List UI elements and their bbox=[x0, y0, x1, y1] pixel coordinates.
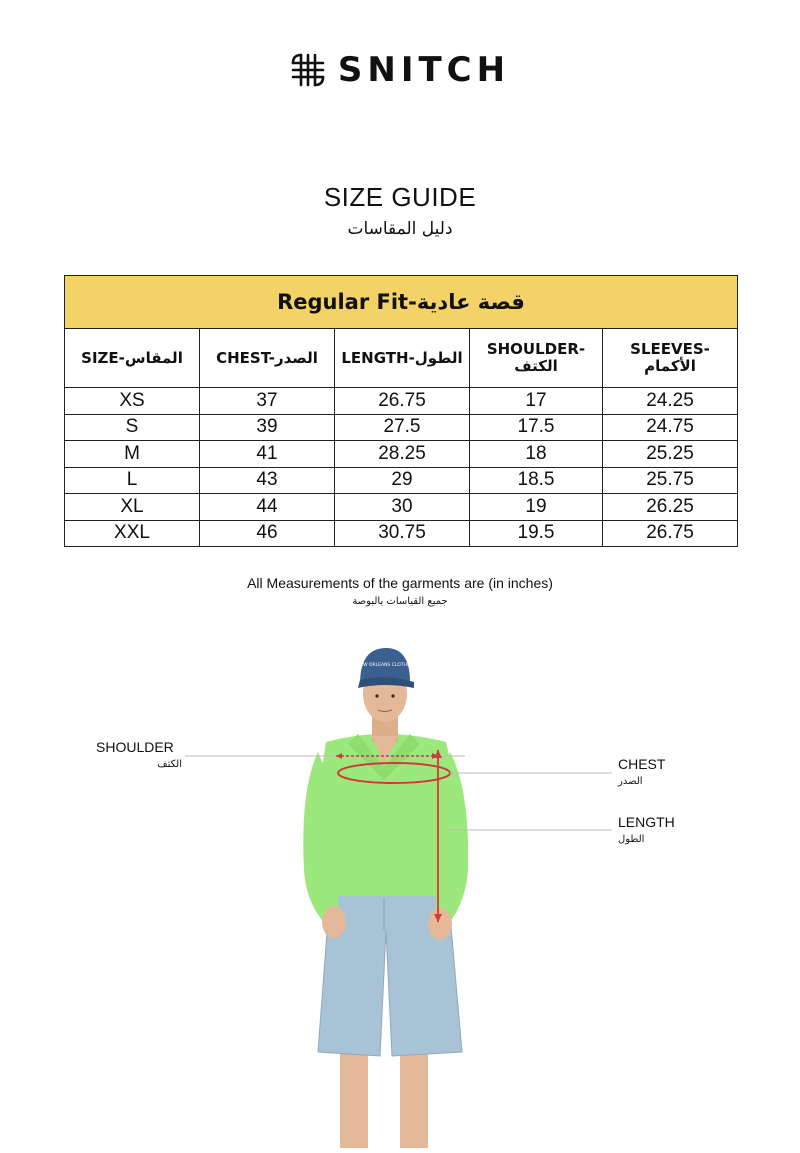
cell-size: S bbox=[65, 414, 200, 441]
model-figure bbox=[0, 630, 800, 1148]
length-label bbox=[618, 814, 675, 848]
header-shoulder bbox=[470, 329, 603, 388]
size-table bbox=[64, 275, 738, 547]
table-row bbox=[65, 441, 738, 468]
cell-shoulder: 17.5 bbox=[470, 414, 603, 441]
cell-shoulder: 18 bbox=[470, 441, 603, 468]
cap-text: NEW ORLEANS CLOTHING bbox=[356, 663, 416, 668]
cell-length: 30 bbox=[335, 494, 470, 521]
cell-size: L bbox=[65, 467, 200, 494]
hash-grid-icon bbox=[290, 52, 326, 88]
table-row bbox=[65, 414, 738, 441]
cell-sleeves: 24.25 bbox=[603, 388, 738, 415]
shoulder-label-arabic: الكتف bbox=[157, 759, 182, 770]
cell-sleeves: 25.75 bbox=[603, 467, 738, 494]
cell-size: XS bbox=[65, 388, 200, 415]
cell-chest: 37 bbox=[200, 388, 335, 415]
cell-size: XXL bbox=[65, 520, 200, 547]
header-size: SIZE-المقاس bbox=[65, 329, 200, 388]
length-label-arabic: الطول bbox=[618, 834, 645, 845]
brand-name: SNITCH bbox=[337, 50, 511, 90]
header-sleeves-line2: الأكمام bbox=[644, 357, 696, 375]
cell-shoulder: 19.5 bbox=[470, 520, 603, 547]
header-chest: CHEST-الصدر bbox=[200, 329, 335, 388]
table-header-row bbox=[65, 329, 738, 388]
measurement-note-arabic: جميع القياسات بالبوصة bbox=[352, 596, 448, 607]
cell-sleeves: 26.25 bbox=[603, 494, 738, 521]
cell-chest: 41 bbox=[200, 441, 335, 468]
model-illustration bbox=[0, 630, 800, 1148]
cell-chest: 46 bbox=[200, 520, 335, 547]
cell-sleeves: 24.75 bbox=[603, 414, 738, 441]
cell-chest: 43 bbox=[200, 467, 335, 494]
cell-sleeves: 26.75 bbox=[603, 520, 738, 547]
chest-label-text: CHEST bbox=[618, 756, 666, 772]
measurement-note: All Measurements of the garments are (in inches) bbox=[247, 575, 553, 591]
page-title: SIZE GUIDE bbox=[323, 182, 477, 212]
table-row bbox=[65, 520, 738, 547]
cell-size: M bbox=[65, 441, 200, 468]
cell-length: 28.25 bbox=[335, 441, 470, 468]
cell-chest: 44 bbox=[200, 494, 335, 521]
cell-chest: 39 bbox=[200, 414, 335, 441]
table-row bbox=[65, 467, 738, 494]
cell-shoulder: 18.5 bbox=[470, 467, 603, 494]
table-row bbox=[65, 494, 738, 521]
cell-length: 27.5 bbox=[335, 414, 470, 441]
shoulder-label bbox=[96, 739, 182, 773]
header-shoulder-line1: SHOULDER- bbox=[486, 340, 586, 358]
page-title-arabic: دليل المقاسات bbox=[347, 219, 453, 239]
cell-length: 29 bbox=[335, 467, 470, 494]
fit-label: Regular Fit-قصة عادية bbox=[65, 276, 738, 329]
chest-label-arabic: الصدر bbox=[618, 776, 643, 787]
cell-sleeves: 25.25 bbox=[603, 441, 738, 468]
header-shoulder-line2: الكتف bbox=[514, 357, 558, 375]
brand-logo bbox=[0, 48, 800, 92]
shoulder-label-text: SHOULDER bbox=[96, 739, 174, 755]
cell-length: 26.75 bbox=[335, 388, 470, 415]
header-sleeves-line1: SLEEVES- bbox=[630, 340, 710, 358]
cell-shoulder: 19 bbox=[470, 494, 603, 521]
cell-size: XL bbox=[65, 494, 200, 521]
length-label-text: LENGTH bbox=[618, 814, 675, 830]
cell-shoulder: 17 bbox=[470, 388, 603, 415]
header-length: LENGTH-الطول bbox=[335, 329, 470, 388]
header-sleeves bbox=[603, 329, 738, 388]
chest-label bbox=[618, 756, 665, 790]
cell-length: 30.75 bbox=[335, 520, 470, 547]
table-row bbox=[65, 388, 738, 415]
